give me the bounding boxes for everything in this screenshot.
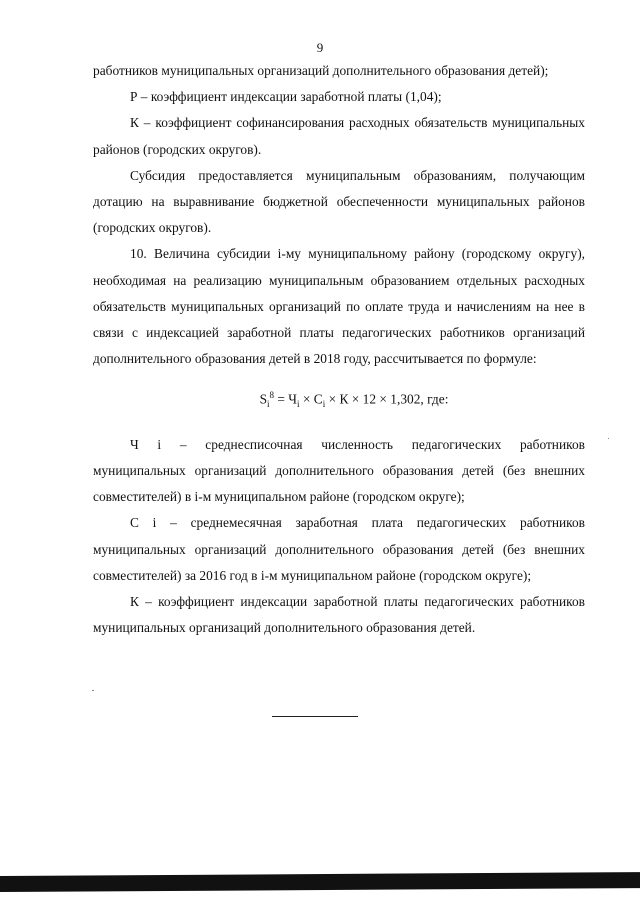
paragraph-subsidy-recipients: Субсидия предоставляется муниципальным образованиям, получающим дотацию на выравнивание бюджетной обеспеченности муниципальных районов (городских округов). (93, 167, 585, 236)
formula-s-sub: i (267, 399, 270, 410)
document-body (93, 58, 585, 641)
formula-c-sub: i (322, 399, 326, 410)
formula-rest: × К × 12 × 1,302, где: (325, 391, 449, 407)
formula-s-sup: 8 (269, 390, 275, 401)
scan-speck (92, 690, 94, 691)
formula-s: S (259, 391, 268, 407)
formula-times: × (299, 391, 314, 407)
formula-eq: = (274, 391, 289, 407)
formula-ch: Ч (288, 391, 297, 407)
paragraph-def-ch: Ч i – среднесписочная численность педагогических работников муниципальных организаций дополнительного образования детей (без внешних совместителей) в i-м муниципальном районе (городском округе); (93, 436, 585, 505)
scan-speck (608, 438, 609, 439)
paragraph-coefficient-p: Р – коэффициент индексации заработной платы (1,04); (130, 89, 442, 105)
formula-ch-sub: i (297, 399, 300, 410)
formula-c: С (313, 391, 323, 407)
paragraph-item-10: 10. Величина субсидии i-му муниципальному району (городскому округу), необходимая на реализацию муниципальным образованием отдельных расходных обязательств муниципальных организаций по оплате труда и начислениям на нее в связи с индексацией заработной платы педагогических работников организаций дополнительного образования детей в 2018 году, рассчитывается по формуле: (93, 246, 585, 367)
subsidy-formula (93, 382, 585, 417)
paragraph-def-k: К – коэффициент индексации заработной платы педагогических работников муниципальных организаций дополнительного образования детей. (93, 594, 585, 636)
paragraph-coefficient-k: К – коэффициент софинансирования расходных обязательств муниципальных районов (городских округов). (93, 115, 585, 157)
page-number: 9 (316, 40, 324, 55)
paragraph-continuation: работников муниципальных организаций дополнительного образования детей); (93, 63, 549, 78)
scan-edge-bar (0, 872, 640, 892)
paragraph-def-c: С i – среднемесячная заработная плата педагогических работников муниципальных организаций дополнительного образования детей (без внешних совместителей) за 2016 год в i-м муниципальном районе (городском округе); (93, 515, 585, 583)
end-divider (272, 716, 358, 717)
